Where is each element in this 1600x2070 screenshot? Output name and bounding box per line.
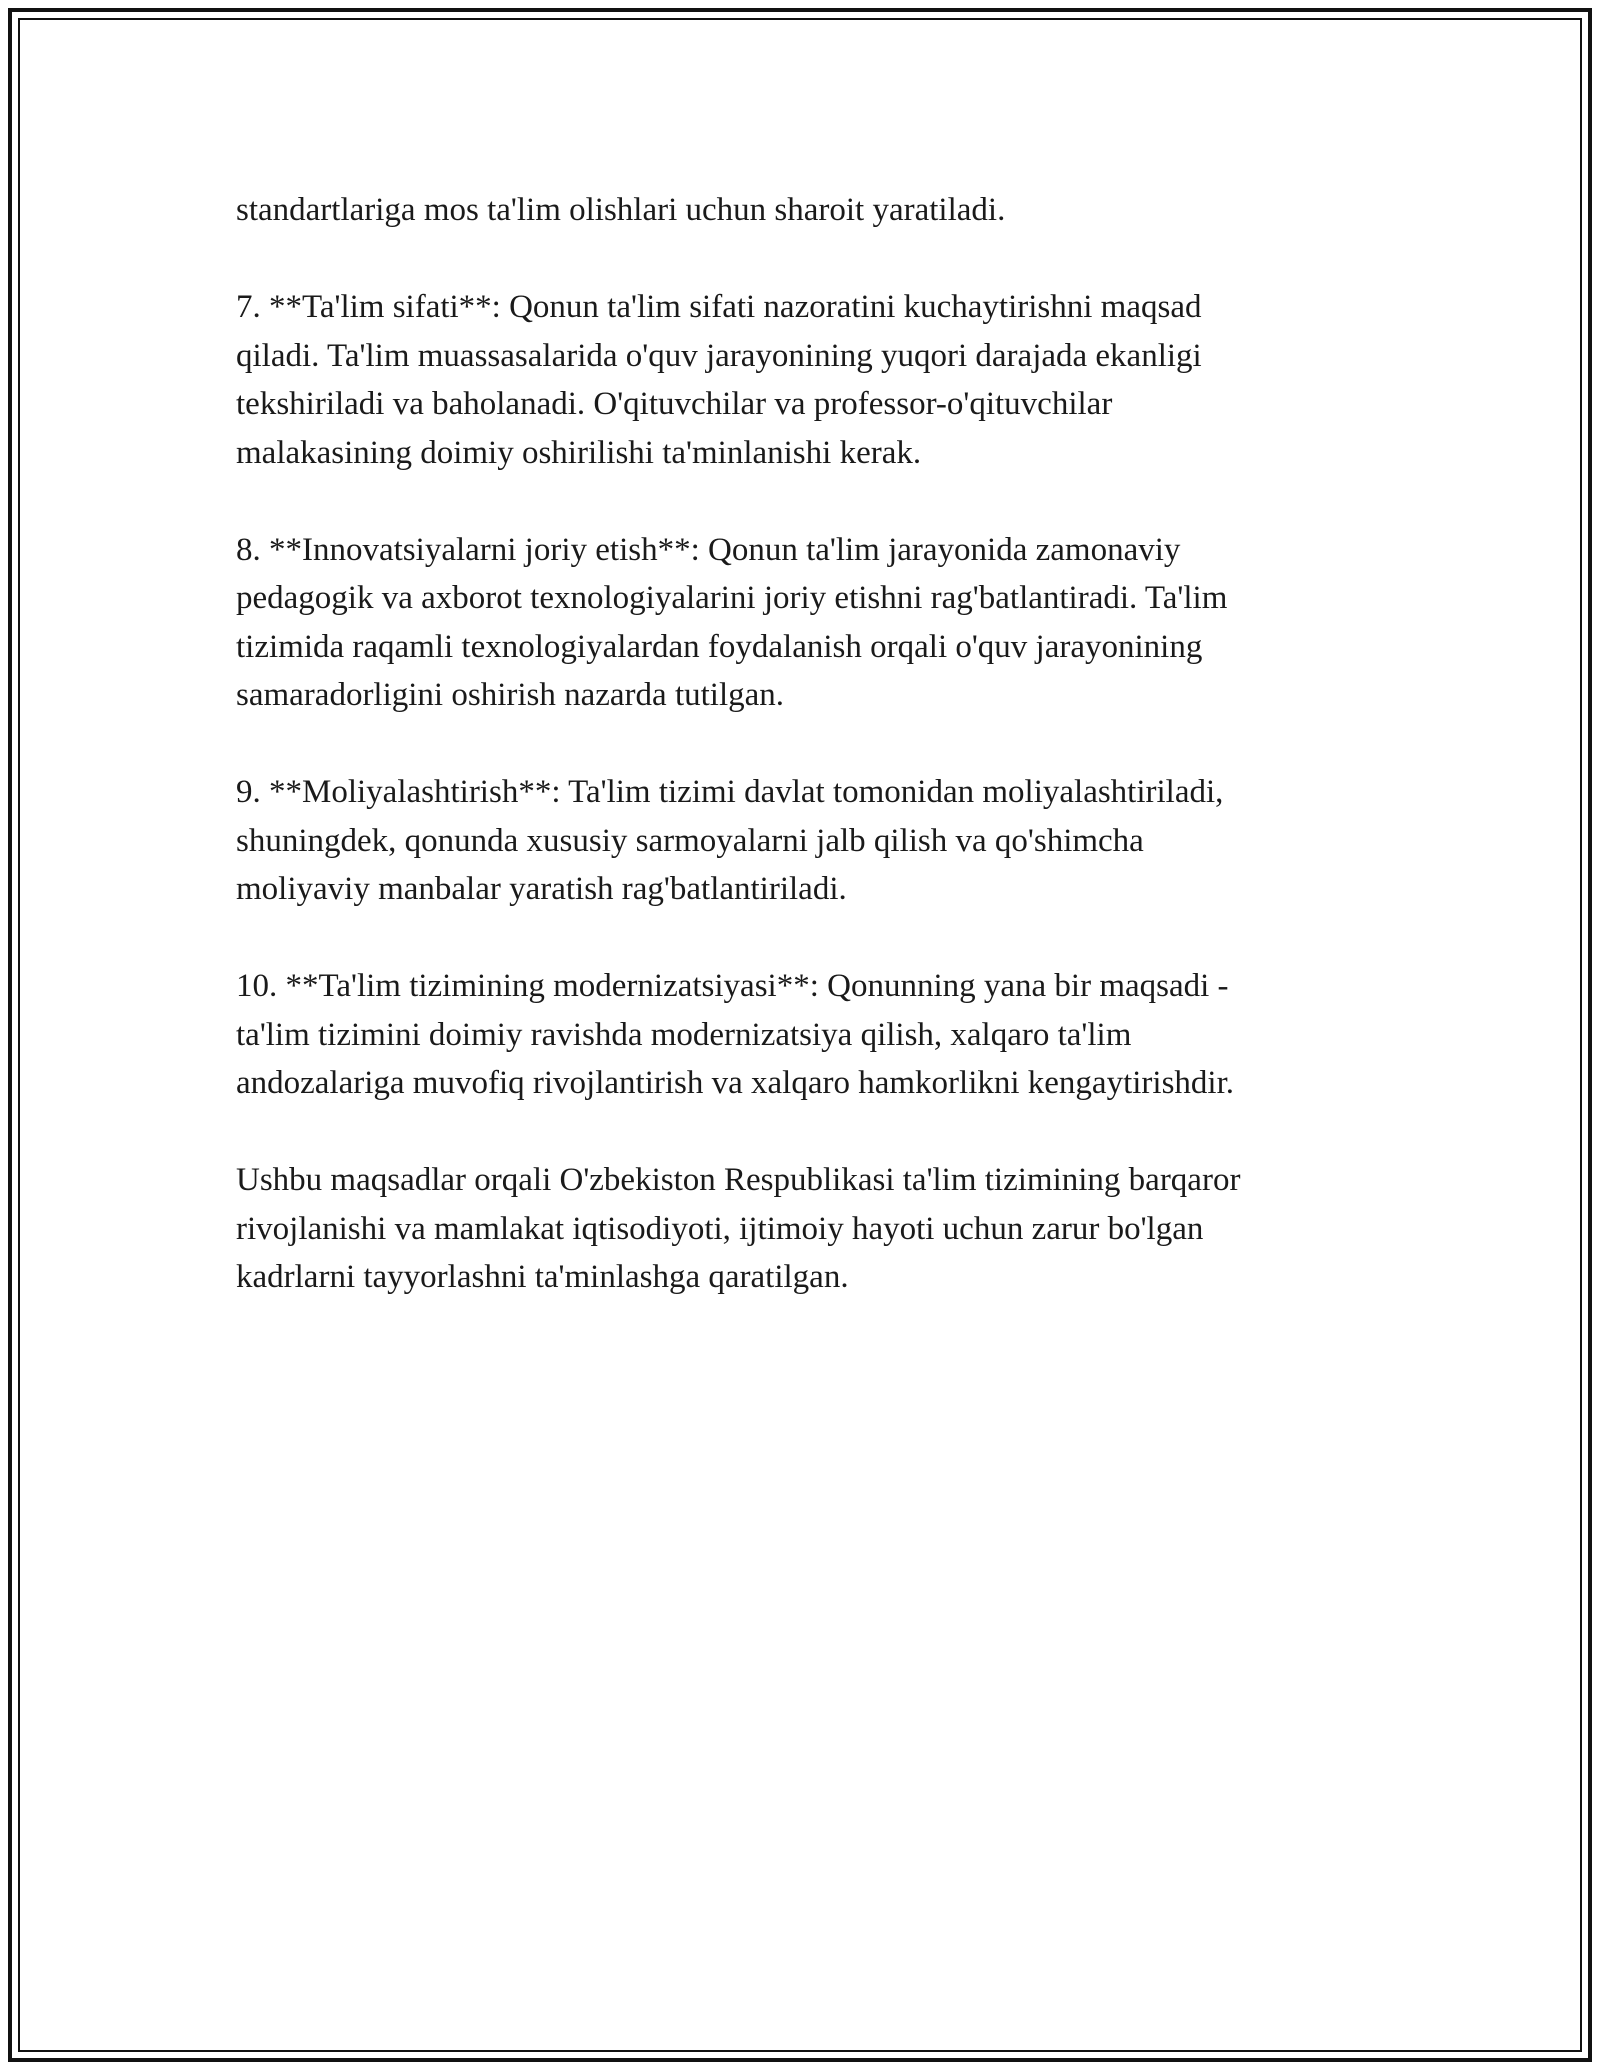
paragraph-item-10-modernizatsiya: 10. **Ta'lim tizimining modernizatsiyasi**: Qonunning yana bir maqsadi - ta'lim tizimini doimiy ravishda modernizatsiya qilish, xalqaro ta'lim andozalariga muvofiq rivojlantirish va xalqaro hamkorlikni kengaytirishdir. xyxy=(236,968,1234,1101)
paragraph-item-8-innovatsiyalar: 8. **Innovatsiyalarni joriy etish**: Qonun ta'lim jarayonida zamonaviy pedagogik va axborot texnologiyalarini joriy etishni rag'batlantiradi. Ta'lim tizimida raqamli texnologiyalardan foydalanish orqali o'quv jarayonining samaradorligini oshirish nazarda tutilgan. xyxy=(236,531,1228,713)
paragraph-item-9-moliyalashtirish: 9. **Moliyalashtirish**: Ta'lim tizimi davlat tomonidan moliyalashtiriladi, shuningdek, qonunda xususiy sarmoyalarni jalb qilish va qo'shimcha moliyaviy manbalar yaratish rag'batlantiriladi. xyxy=(236,774,1224,907)
paragraph-conclusion: Ushbu maqsadlar orqali O'zbekiston Respublikasi ta'lim tizimining barqaror rivojlanishi va mamlakat iqtisodiyoti, ijtimoiy hayoti uchun zarur bo'lgan kadrlarni tayyorlashni ta'minlashga qaratilgan. xyxy=(236,1162,1241,1295)
paragraph-continuation: standartlariga mos ta'lim olishlari uchun sharoit yaratiladi. xyxy=(236,192,1006,228)
paragraph-item-7-talim-sifati: 7. **Ta'lim sifati**: Qonun ta'lim sifati nazoratini kuchaytirishni maqsad qiladi. Ta'lim muassasalarida o'quv jarayonining yuqori darajada ekanligi tekshiriladi va baholanadi. O'qituvchilar va professor-o'qituvchilar malakasining doimiy oshirilishi ta'minlanishi kerak. xyxy=(236,289,1202,471)
document-body xyxy=(236,186,1366,1302)
